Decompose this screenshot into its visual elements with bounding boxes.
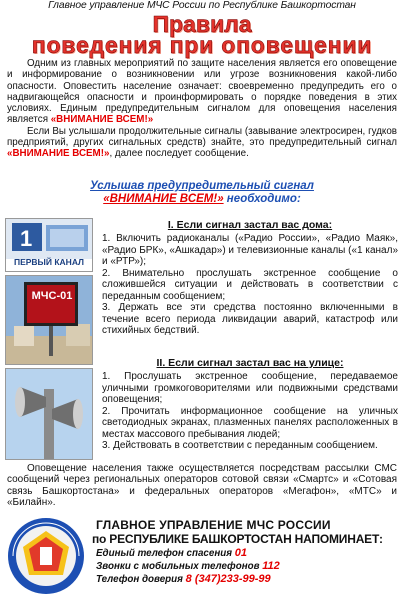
street-instructions: [102, 371, 398, 452]
tv-channel-label: ПЕРВЫЙ КАНАЛ: [13, 257, 85, 267]
reminder-heading: [92, 518, 402, 546]
street-section-heading: II. Если сигнал застал вас на улице:: [156, 357, 344, 369]
home-item-1: 1. Включить радиоканалы («Радио России», «Радио Маяк», «Радио БРК», «Ашкадар») и телевизионные каналы («1 канал» и «РТР»);: [102, 233, 399, 267]
home-section-heading: I. Если сигнал застал вас дома:: [167, 219, 333, 231]
reminder-line-1: ГЛАВНОЕ УПРАВЛЕНИЕ МЧС РОССИИ: [96, 518, 331, 532]
phone-mobile: [96, 560, 280, 573]
street-item-2: 2. Прочитать информационное сообщение на уличных светодиодных экранах, плазменных панелях расположенных в местах массового пребывания людей;: [102, 405, 398, 440]
lead-line-2-end: необходимо:: [223, 193, 301, 205]
intro-paragraph-2: [7, 126, 397, 160]
intro-p2-end: , далее последует сообщение.: [109, 148, 249, 160]
loudspeaker-image: [5, 368, 93, 460]
phone-mobile-number: 112: [262, 560, 280, 572]
signal-attention-all-1: «ВНИМАНИЕ ВСЕМ!»: [50, 114, 154, 126]
home-item-2: 2. Внимательно прослушать экстренное сообщение о сложившейся ситуации и действовать в соответствии с переданным сообщением;: [102, 267, 398, 302]
svg-text:1: 1: [20, 226, 33, 251]
org-header-line: Главное управление МЧС России по Республике Башкортостан: [48, 0, 356, 11]
phone-rescue-label: Единый телефон спасения: [96, 548, 235, 559]
mchs-emblem-icon: [7, 517, 85, 595]
sms-notification-text: [7, 463, 397, 509]
lead-line-1: Услышав предупредительный сигнал: [90, 180, 314, 192]
led-screen-image: [5, 275, 93, 365]
tv-channel-image: [5, 218, 93, 272]
intro-p2-text: Если Вы услышали продолжительные сигналы (завывание электросирен, гудков предприятий, других сигнальных средств) знайте, это предупредительный сигнал: [7, 125, 397, 149]
reminder-line-2: по РЕСПУБЛИКЕ БАШКОРТОСТАН НАПОМИНАЕТ:: [92, 532, 383, 546]
phone-mobile-label: Звонки с мобильных телефонов: [96, 561, 263, 572]
page-title-line1: Правила: [152, 11, 252, 37]
phone-rescue-number: 01: [234, 547, 247, 559]
led-screen-text: МЧС-01: [31, 290, 73, 302]
intro-text: [7, 58, 397, 160]
closing-paragraph: Оповещение населения также осуществляется посредствам рассылки СМС сообщений через региональных операторов сотовой связи «Смартс» и «Сотовая связь Башкортостана» и федеральных операторов «Мегафон», «МТС» и «Билайн».: [7, 463, 397, 509]
street-item-3: 3. Действовать в соответствии с переданным сообщением.: [102, 440, 378, 451]
phone-trust-label: Телефон доверия: [96, 574, 186, 585]
phone-rescue: [96, 547, 247, 560]
intro-p1-text: Одним из главных мероприятий по защите населения является его оповещение и информирование о возникновении или угрозе возникновения какой-либо опасности. Оповестить население означает: своевременно предупредить его о надвигающейся опасности и проинформировать о порядке поведения в этих условиях. Единым предупредительным сигналом для оповещения населения является: [7, 58, 397, 126]
page-title-line2: поведения при оповещении: [31, 32, 373, 58]
lead-signal: «ВНИМАНИЕ ВСЕМ!»: [103, 193, 224, 205]
signal-attention-all-2: «ВНИМАНИЕ ВСЕМ!»: [7, 148, 110, 160]
street-item-1: 1. Прослушать экстренное сообщение, передаваемое уличными громкоговорителями или подвижными средствами оповещения;: [102, 371, 398, 405]
intro-paragraph-1: [7, 58, 397, 126]
lead-heading: [0, 180, 404, 206]
home-instructions: [102, 233, 398, 337]
home-item-3: 3. Держать все эти средства постоянно включенными в течение всего периода ликвидации аварий, катастроф или стихийных бедствий.: [102, 302, 398, 336]
phone-trust-number: 8 (347)233-99-99: [185, 573, 271, 585]
loudspeaker-icon: [6, 369, 92, 459]
phone-trust: [96, 573, 271, 586]
